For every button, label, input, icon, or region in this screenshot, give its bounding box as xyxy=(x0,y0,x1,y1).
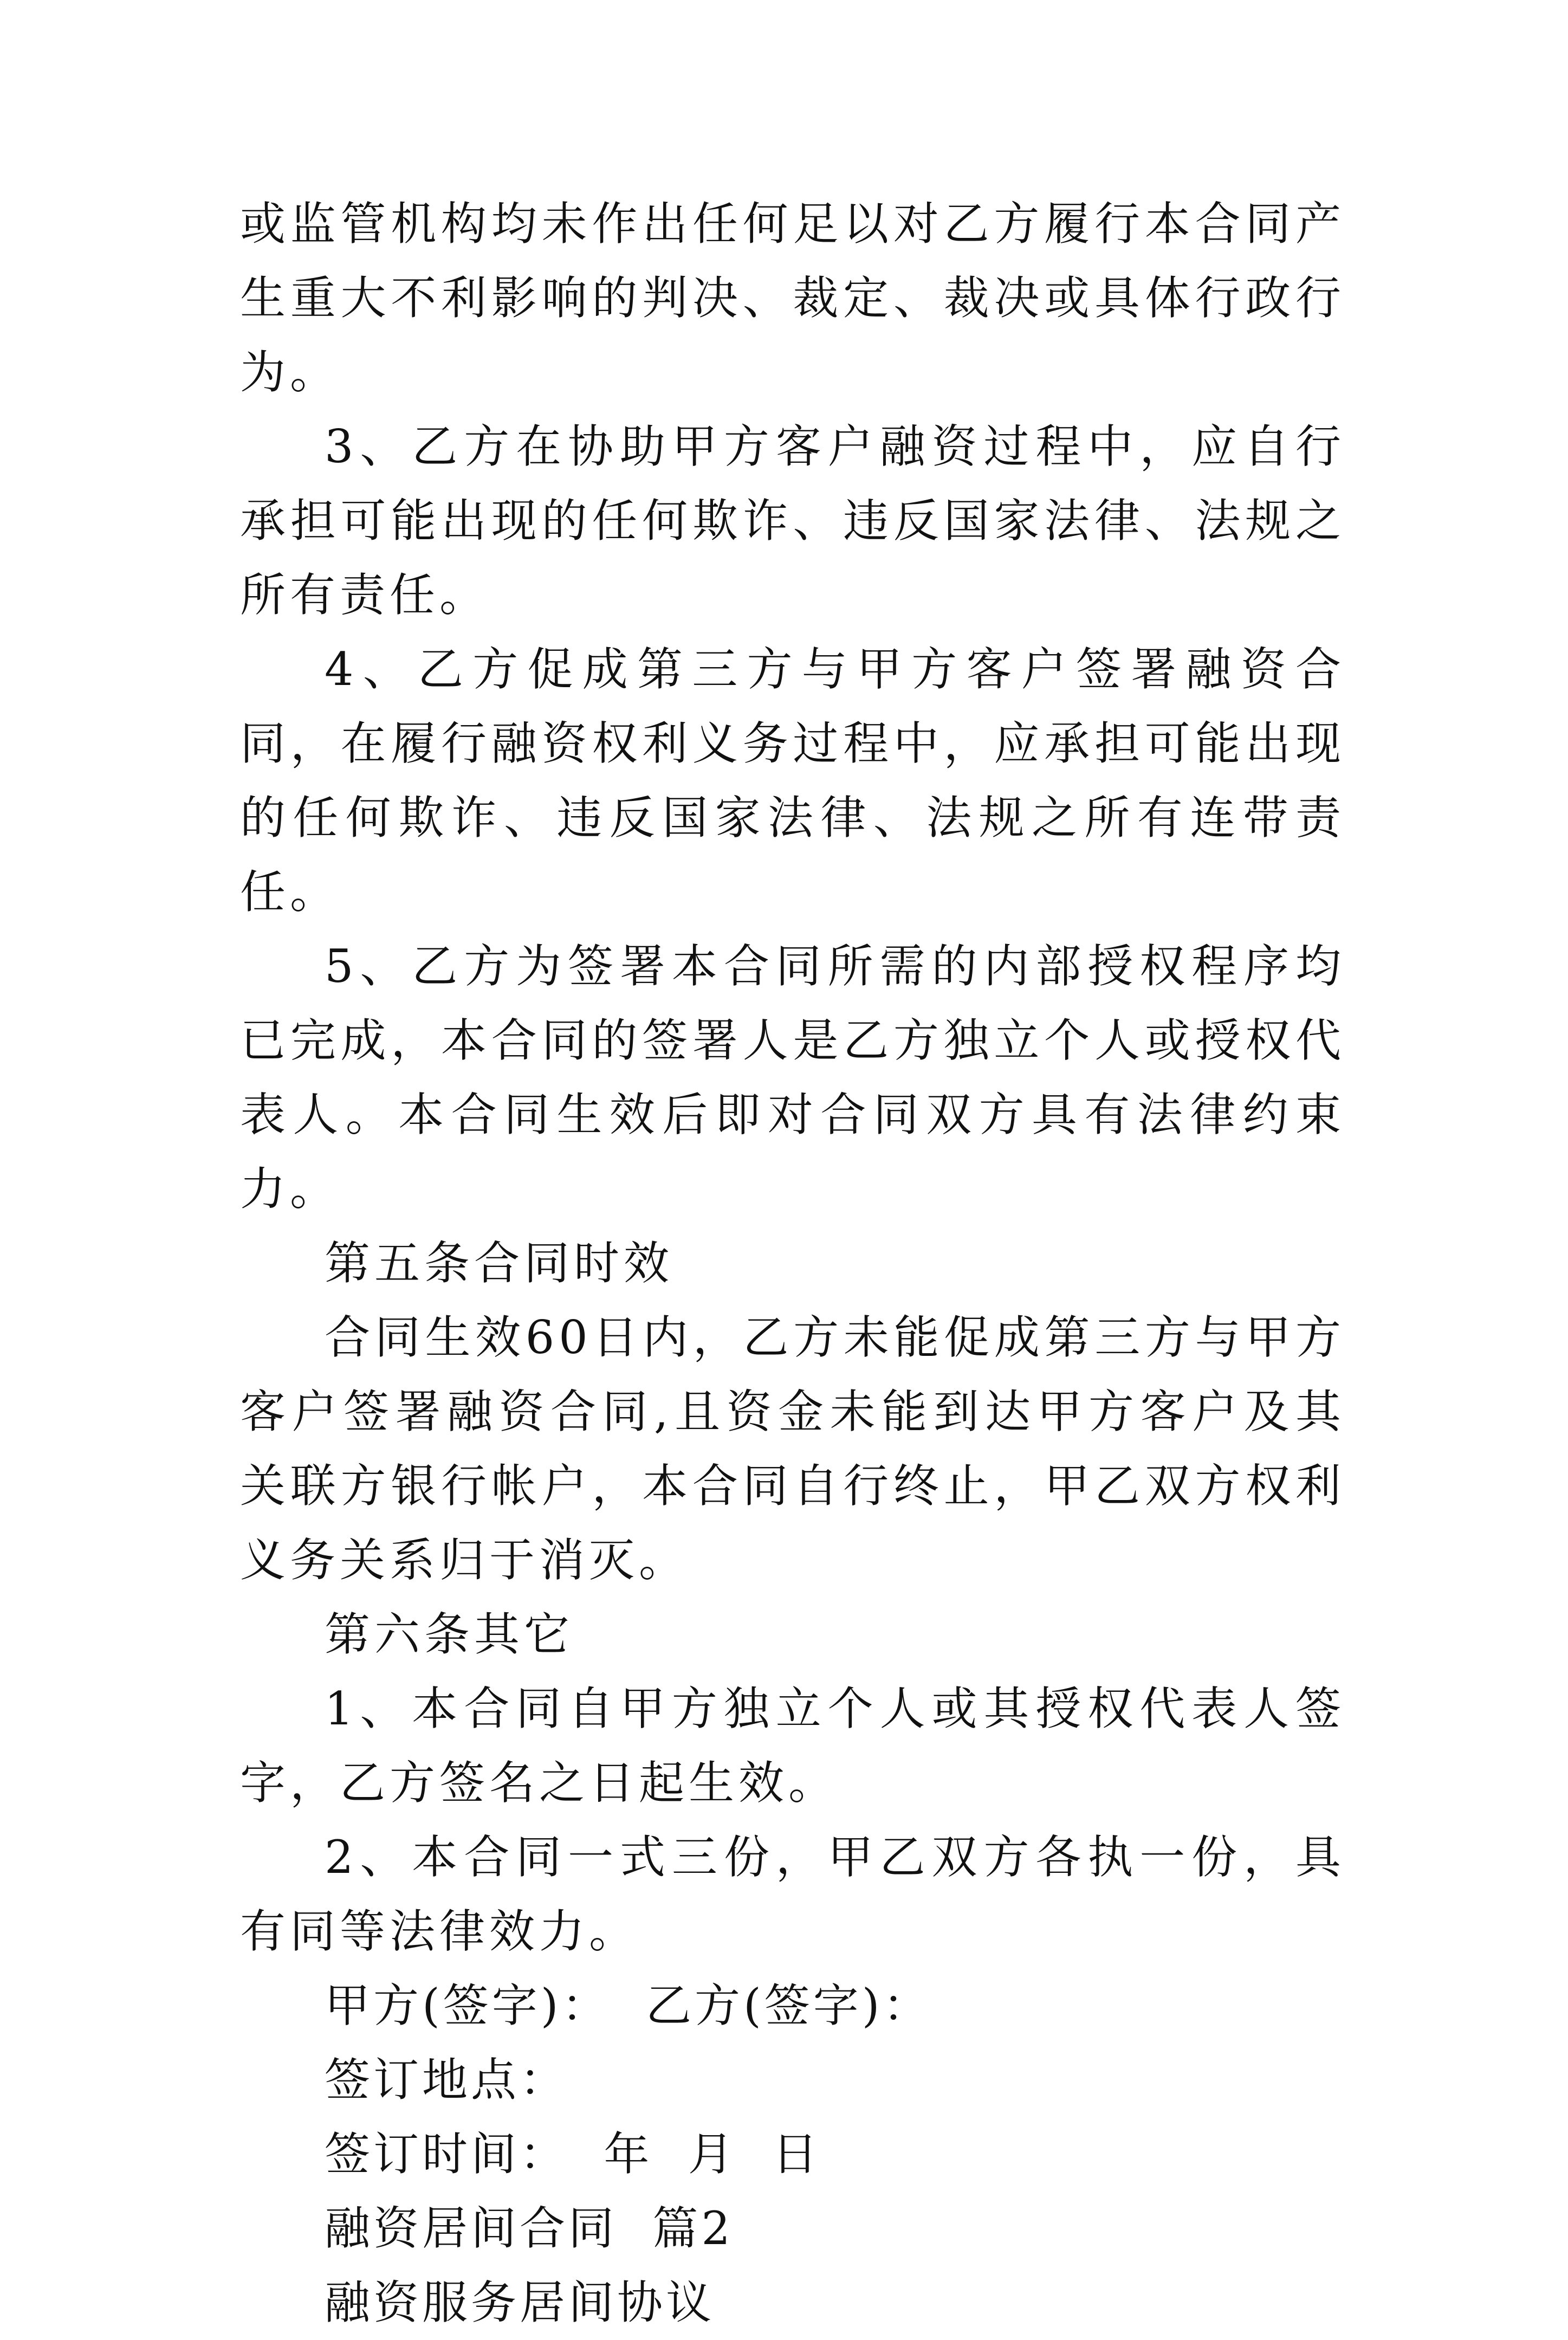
clause-5: 5、乙方为签署本合同所需的内部授权程序均已完成，本合同的签署人是乙方独立个人或授权代表人。本合同生效后即对合同双方具有法律约束力。 xyxy=(240,940,1345,1216)
signing-date-line: 签订时间： 年 月 日 xyxy=(325,2128,821,2181)
article-6-heading: 第六条其它 xyxy=(325,1608,574,1661)
paragraph-continuation: 或监管机构均未作出任何足以对乙方履行本合同产生重大不利影响的判决、裁定、裁决或具体行政行为。 xyxy=(240,197,1345,399)
document-body xyxy=(240,187,1345,2340)
clause-3: 3、乙方在协助甲方客户融资过程中，应自行承担可能出现的任何欺诈、违反国家法律、法规之所有责任。 xyxy=(240,420,1345,622)
article-6-clause-1: 1、本合同自甲方独立个人或其授权代表人签字，乙方签名之日起生效。 xyxy=(240,1682,1345,1809)
next-section-title: 融资居间合同 篇2 xyxy=(325,2202,734,2255)
article-5-heading: 第五条合同时效 xyxy=(325,1237,674,1290)
article-5-body: 合同生效60日内，乙方未能促成第三方与甲方客户签署融资合同,且资金未能到达甲方客户及其关联方银行帐户，本合同自行终止，甲乙双方权利义务关系归于消灭。 xyxy=(240,1311,1345,1587)
next-section-subtitle: 融资服务居间协议 xyxy=(325,2276,715,2329)
signature-line: 甲方(签字)： 乙方(签字)： xyxy=(325,1979,932,2032)
article-6-clause-2: 2、本合同一式三份，甲乙双方各执一份，具有同等法律效力。 xyxy=(240,1831,1345,1958)
signing-place-line: 签订地点： xyxy=(325,2053,569,2106)
clause-4: 4、乙方促成第三方与甲方客户签署融资合同，在履行融资权利义务过程中，应承担可能出现的任何欺诈、违反国家法律、法规之所有连带责任。 xyxy=(240,643,1345,919)
